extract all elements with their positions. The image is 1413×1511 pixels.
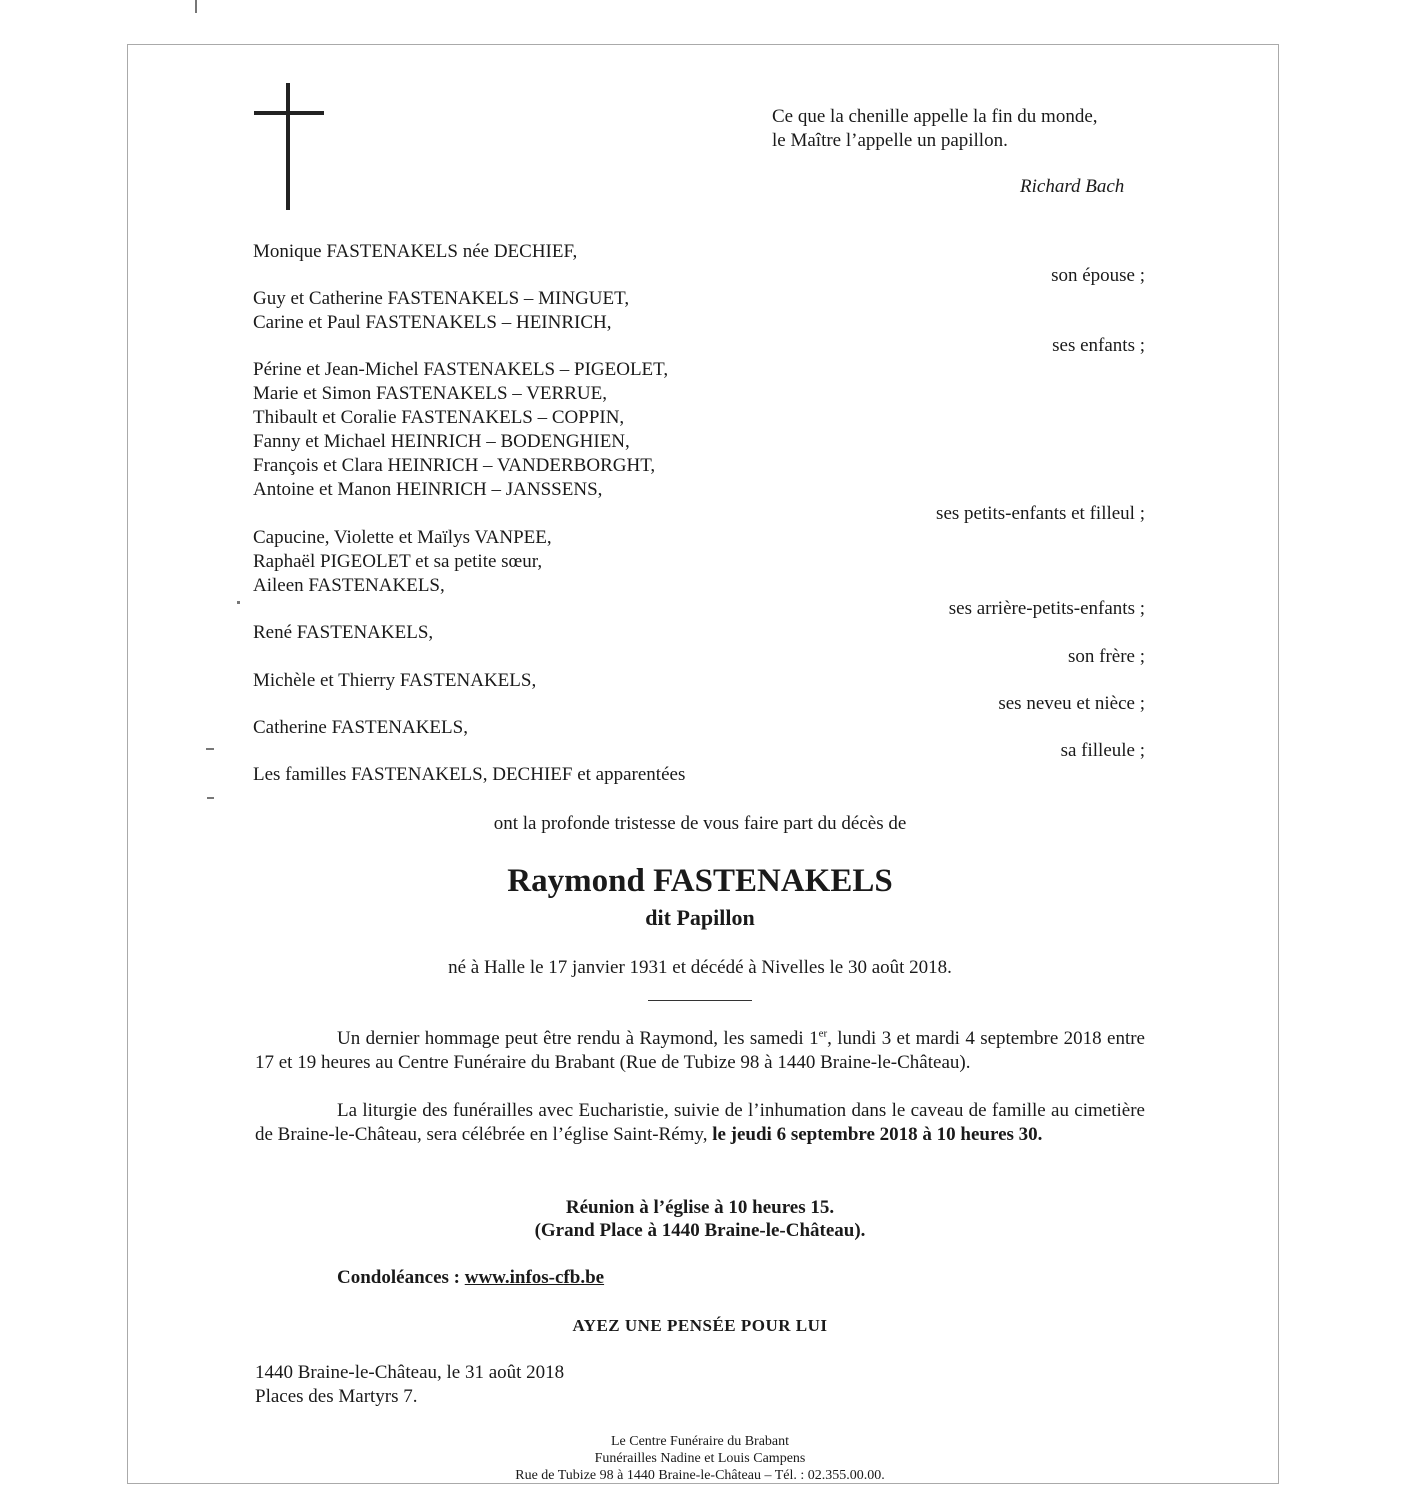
family-line: Carine et Paul FASTENAKELS – HEINRICH, [253,312,612,333]
family-line: Capucine, Violette et Maïlys VANPEE, [253,527,552,548]
quote-line-2: le Maître l’appelle un papillon. [772,130,1008,151]
family-line: Michèle et Thierry FASTENAKELS, [253,670,537,691]
family-line: Guy et Catherine FASTENAKELS – MINGUET, [253,288,630,309]
footer-line-1: Le Centre Funéraire du Brabant [610,1434,790,1449]
reunion-line-2: (Grand Place à 1440 Braine-le-Château). [534,1220,866,1241]
family-line: Antoine et Manon HEINRICH – JANSSENS, [253,479,603,500]
family-role: son frère ; [1067,646,1145,667]
deceased-dates: né à Halle le 17 janvier 1931 et décédé à Nivelles le 30 août 2018. [448,957,952,978]
family-line: René FASTENAKELS, [253,622,434,643]
liturgy-paragraph: La liturgie des funérailles avec Eucharistie, suivie de l’inhumation dans le caveau de famille au cimetière de Braine-le-Château, sera célébrée en l’église Saint-Rémy, le jeudi 6 septembre 2018 à 10 heures 30. [255,1100,1145,1145]
deceased-nickname: dit Papillon [645,905,755,930]
family-role: ses arrière-petits-enfants ; [948,598,1145,619]
address-line-1: 1440 Braine-le-Château, le 31 août 2018 [255,1362,565,1383]
family-line: Aileen FASTENAKELS, [253,575,445,596]
family-role: son épouse ; [1051,265,1145,286]
family-line: Thibault et Coralie FASTENAKELS – COPPIN, [253,407,625,428]
family-role: ses neveu et nièce ; [998,693,1145,714]
reunion-line-1: Réunion à l’église à 10 heures 15. [565,1197,835,1218]
quote-line-1: Ce que la chenille appelle la fin du monde, [772,106,1098,127]
condoleances: Condoléances : www.infos-cfb.be [337,1267,605,1288]
family-line: Périne et Jean-Michel FASTENAKELS – PIGEOLET, [253,359,669,380]
quote-author: Richard Bach [1020,176,1125,197]
family-line: Monique FASTENAKELS née DECHIEF, [253,241,578,262]
condoleances-link[interactable]: www.infos-cfb.be [464,1267,605,1288]
family-role: sa filleule ; [1060,740,1145,761]
family-line: Fanny et Michael HEINRICH – BODENGHIEN, [253,431,630,452]
family-line: Raphaël PIGEOLET et sa petite sœur, [253,551,543,572]
deceased-name: Raymond FASTENAKELS [507,863,893,899]
footer-line-3: Rue de Tubize 98 à 1440 Braine-le-Château – Tél. : 02.355.00.00. [515,1468,885,1483]
family-role: ses enfants ; [1052,335,1145,356]
family-line: Les familles FASTENAKELS, DECHIEF et apparentées [253,764,686,785]
scan-mark [195,0,197,13]
family-role: ses petits-enfants et filleul ; [936,503,1145,524]
family-line: Catherine FASTENAKELS, [253,717,468,738]
pensee-line: AYEZ UNE PENSÉE POUR LUI [572,1316,828,1335]
family-line: Marie et Simon FASTENAKELS – VERRUE, [253,383,607,404]
footer-line-2: Funérailles Nadine et Louis Campens [594,1451,806,1466]
address-line-2: Places des Martyrs 7. [255,1386,418,1407]
hommage-paragraph: Un dernier hommage peut être rendu à Raymond, les samedi 1er, lundi 3 et mardi 4 septembre 2018 entre 17 et 19 heures au Centre Funéraire du Brabant (Rue de Tubize 98 à 1440 Braine-le-Château). [255,1027,1145,1073]
family-line: François et Clara HEINRICH – VANDERBORGHT, [253,455,656,476]
announcement: ont la profonde tristesse de vous faire part du décès de [493,813,907,834]
divider [648,1000,752,1001]
